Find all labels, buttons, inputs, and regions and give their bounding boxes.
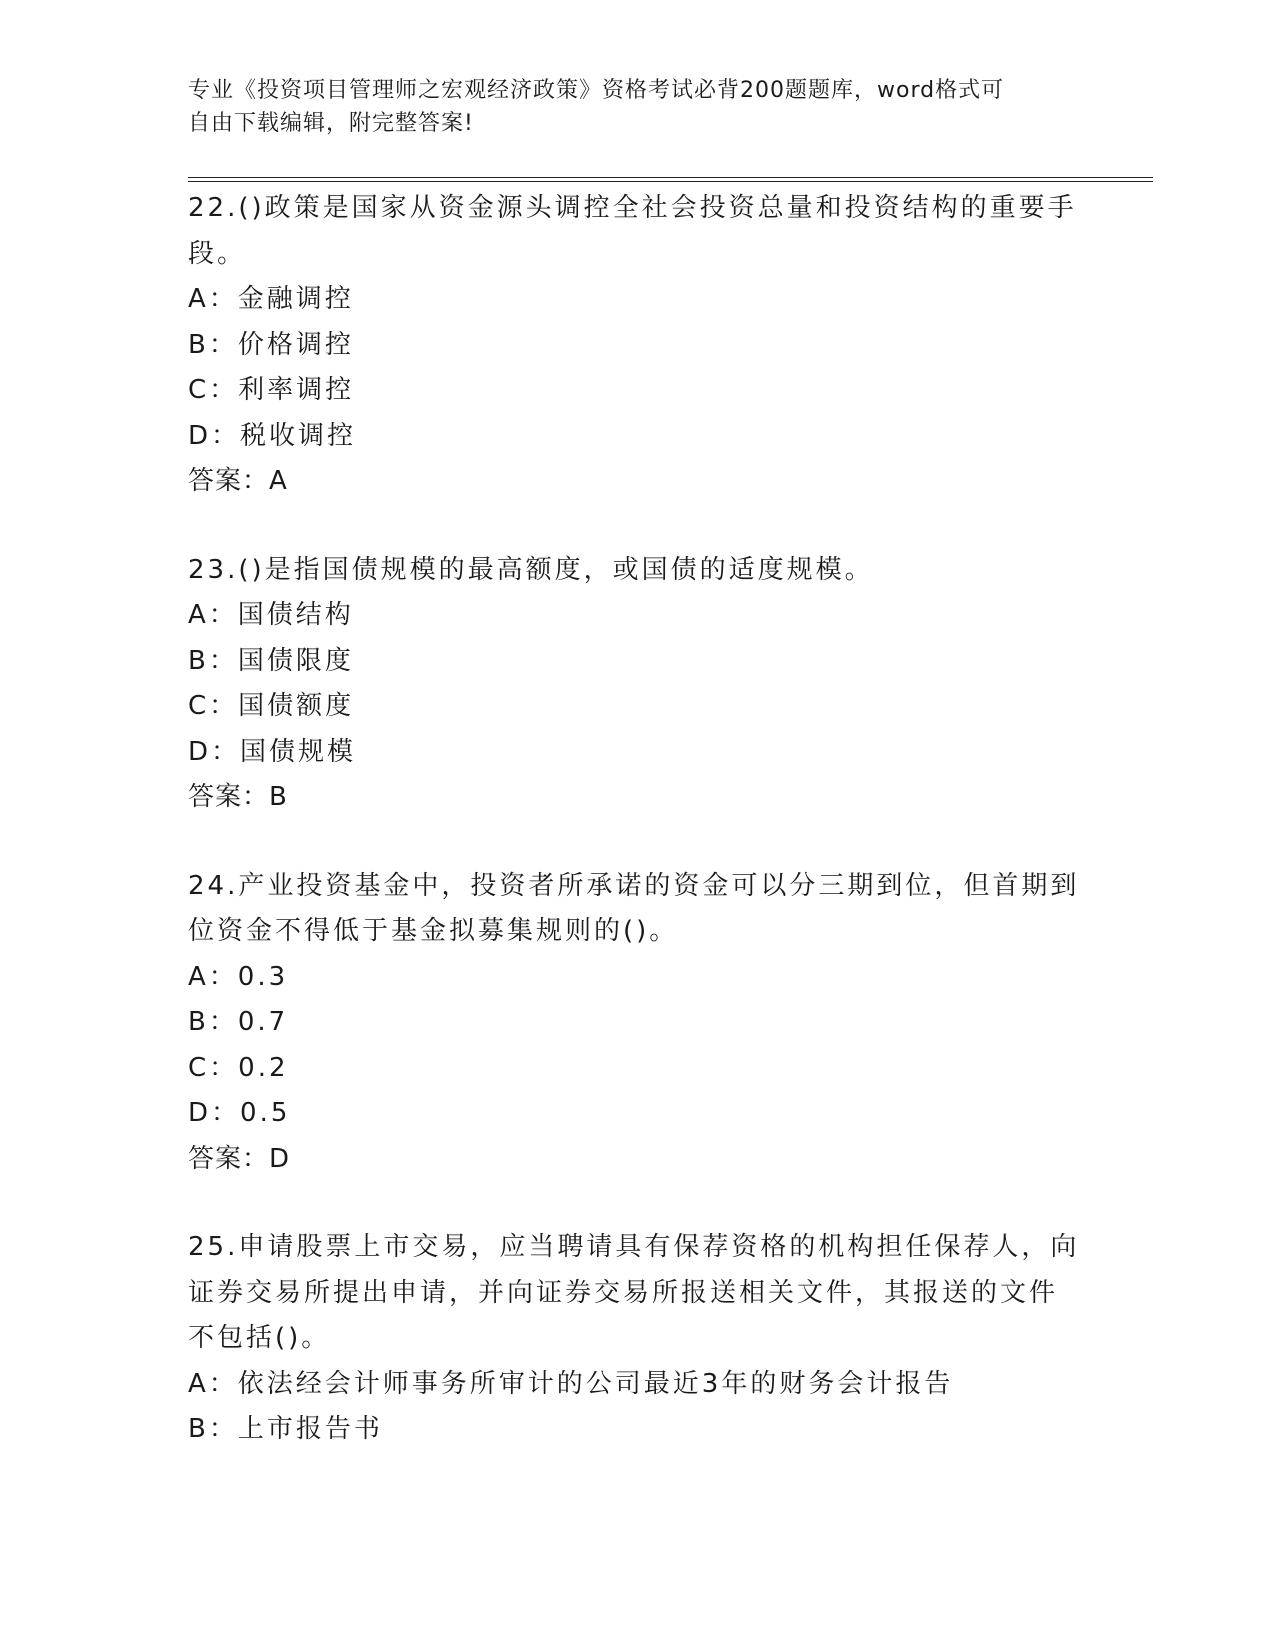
question-stem-line: 证券交易所提出申请，并向证券交易所报送相关文件，其报送的文件 [188,1277,1059,1308]
question-list [188,186,1088,1496]
document-header [188,74,1068,140]
option-b: B：上市报告书 [188,1414,383,1444]
question-22 [188,186,1088,505]
answer: 答案：D [188,1143,291,1174]
header-divider [188,177,1153,182]
option-a: A：金融调控 [188,284,354,314]
header-title-line-1: 专业《投资项目管理师之宏观经济政策》资格考试必背200题题库，word格式可 [188,78,1005,103]
question-stem-line: 24.产业投资基金中，投资者所承诺的资金可以分三期到位，但首期到 [188,870,1080,901]
option-a: A：依法经会计师事务所审计的公司最近3年的财务会计报告 [188,1368,954,1399]
option-a: A：0.3 [188,961,289,992]
question-23 [188,548,1088,821]
option-b: B：0.7 [188,1007,289,1037]
answer: 答案：B [188,782,288,812]
answer: 答案：A [188,466,288,496]
question-stem-line: 22.()政策是国家从资金源头调控全社会投资总量和投资结构的重要手 [188,193,1077,223]
option-d: D：0.5 [188,1098,291,1128]
header-title-line-2: 自由下载编辑，附完整答案! [188,111,474,136]
option-d: D：税收调控 [188,420,357,451]
question-stem-line: 23.()是指国债规模的最高额度，或国债的适度规模。 [188,554,874,585]
question-24 [188,864,1088,1183]
option-c: C：利率调控 [188,375,355,405]
question-stem-line: 不包括()。 [188,1323,331,1353]
option-b: B：国债限度 [188,645,354,676]
option-c: C：0.2 [188,1052,289,1083]
option-a: A：国债结构 [188,600,354,630]
question-stem-line: 25.申请股票上市交易，应当聘请具有保荐资格的机构担任保荐人，向 [188,1232,1080,1262]
question-25 [188,1225,1088,1453]
question-stem-line: 位资金不得低于基金拟募集规则的()。 [188,916,679,946]
question-stem-line: 段。 [188,238,247,269]
option-b: B：价格调控 [188,329,354,360]
option-d: D：国债规模 [188,736,357,767]
option-c: C：国债额度 [188,691,355,721]
